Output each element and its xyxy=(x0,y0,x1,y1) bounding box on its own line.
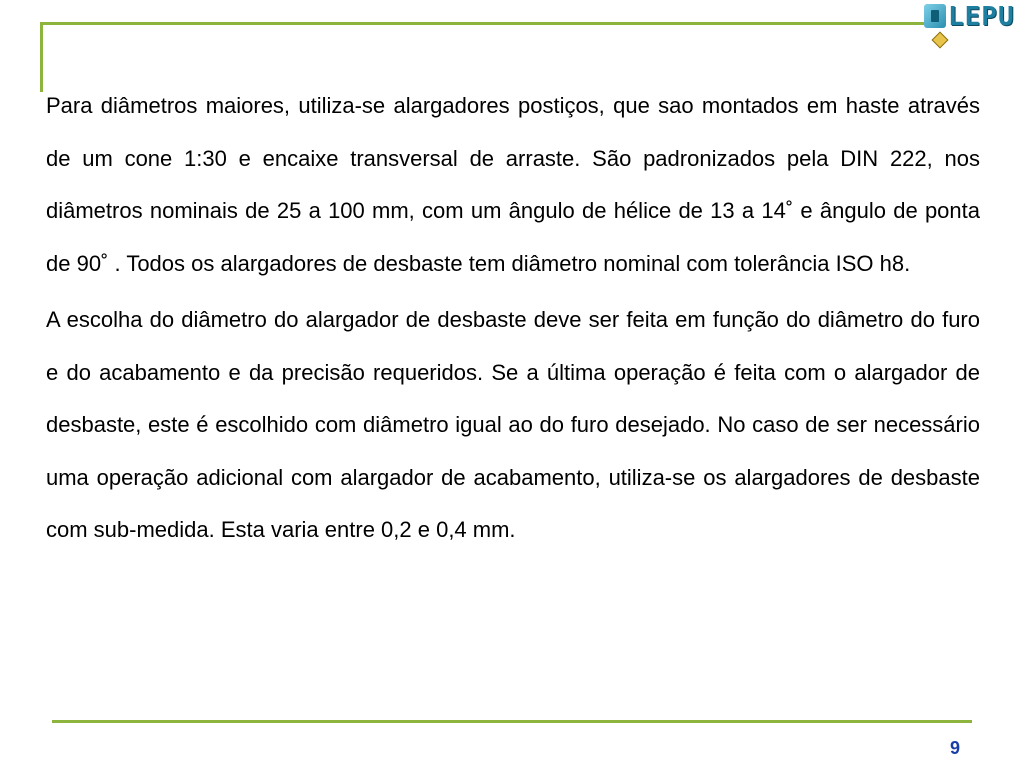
lepu-logo-icon xyxy=(924,4,946,28)
logo-text: LEPU xyxy=(948,2,1015,32)
slide-body xyxy=(46,80,980,561)
page-number: 9 xyxy=(949,738,960,758)
diamond-icon xyxy=(932,32,949,49)
lepu-logo xyxy=(924,2,1020,54)
paragraph-2: A escolha do diâmetro do alargador de desbaste deve ser feita em função do diâmetro do furo e do acabamento e da precisão requeridos. Se a última operação é feita com o alargador de desbaste, este é escolhido com diâmetro igual ao do furo desejado. No caso de ser necessário uma operação adicional com alargador de acabamento, utiliza-se os alargadores de desbaste com sub-medida. Esta varia entre 0,2 e 0,4 mm. xyxy=(46,307,980,542)
top-frame-line xyxy=(40,22,930,25)
paragraph-1: Para diâmetros maiores, utiliza-se alargadores postiços, que sao montados em haste através de um cone 1:30 e encaixe transversal de arraste. São padronizados pela DIN 222, nos diâmetros nominais de 25 a 100 mm, com um ângulo de hélice de 13 a 14˚ e ângulo de ponta de 90˚ . Todos os alargadores de desbaste tem diâmetro nominal com tolerância ISO h8. xyxy=(46,93,980,276)
footer-line xyxy=(52,720,972,723)
left-frame-line xyxy=(40,22,43,92)
